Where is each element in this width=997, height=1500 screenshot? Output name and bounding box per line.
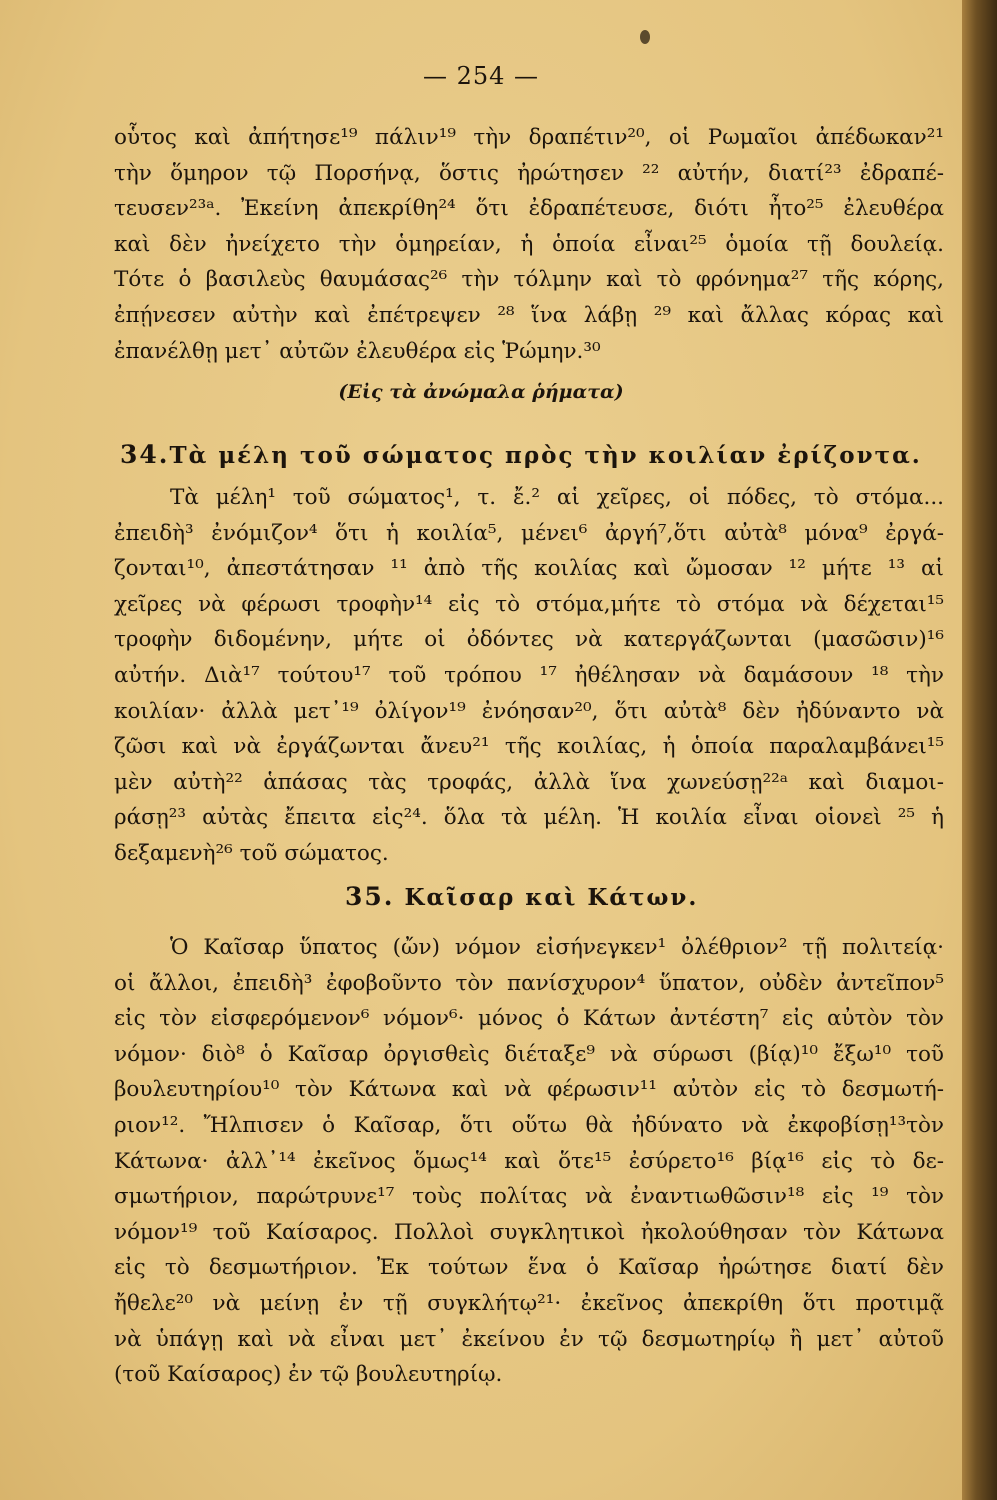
text-line: δεξαμενὴ²⁶ τοῦ σώματος. (114, 840, 389, 866)
ink-spot (640, 30, 650, 44)
section-35-heading (345, 882, 698, 911)
text-line: νόμον¹⁹ τοῦ Καίσαρος. Πολλοὶ συγκλητικοὶ ἠκολούθησαν τὸν Κάτωνα (114, 1219, 944, 1245)
text-line: Τὰ μέλη¹ τοῦ σώματος¹, τ. ἔ.² αἱ χεῖρες, οἱ πόδες, τὸ στόμα... (170, 485, 944, 510)
text-line: (τοῦ Καίσαρος) ἐν τῷ βουλευτηρίῳ. (114, 1362, 503, 1388)
section-34-number: 34. (120, 440, 170, 469)
text-line: ζονται¹⁰, ἀπεστάτησαν ¹¹ ἀπὸ τῆς κοιλίας καὶ ὤμοσαν ¹² μήτε ¹³ αἱ (114, 556, 944, 582)
text-line: Τότε ὁ βασιλεὺς θαυμάσας²⁶ τὴν τόλμην καὶ τὸ φρόνημα²⁷ τῆς κόρης, (114, 267, 944, 293)
text-line: οἱ ἄλλοι, ἐπειδὴ³ ἐφοβοῦντο τὸν πανίσχυρον⁴ ὕπατον, οὐδὲν ἀντεῖπον⁵ (114, 970, 944, 996)
text-line: ζῶσι καὶ νὰ ἐργάζωνται ἄνευ²¹ τῆς κοιλίας, ἡ ὁποία παραλαμβάνει¹⁵ (114, 734, 944, 760)
text-line: ριον¹². Ἤλπισεν ὁ Καῖσαρ, ὅτι οὕτω θὰ ἠδύνατο νὰ ἐκφοβίσῃ¹³τὸν (114, 1112, 944, 1138)
text-line: οὗτος καὶ ἀπήτησε¹⁹ πάλιν¹⁹ τὴν δραπέτιν²⁰, οἱ Ρωμαῖοι ἀπέδωκαν²¹ (114, 125, 944, 150)
section-35-title: Καῖσαρ καὶ Κάτων. (404, 884, 699, 911)
section-35-number: 35. (345, 882, 395, 911)
section-34-title: Τὰ μέλη τοῦ σώματος πρὸς τὴν κοιλίαν ἐρίζοντα. (169, 442, 922, 469)
paragraph-1 (114, 120, 944, 369)
grammar-note: (Εἰς τὰ ἀνώμαλα ῥήματα) (338, 381, 624, 403)
page-number: — 254 — (422, 62, 540, 90)
text-line: βουλευτηρίου¹⁰ τὸν Κάτωνα καὶ νὰ φέρωσιν¹¹ αὐτὸν εἰς τὸ δεσμωτή- (114, 1077, 944, 1103)
text-line: τευσεν²³ᵃ. Ἐκείνη ἀπεκρίθη²⁴ ὅτι ἐδραπέτευσε, διότι ἦτο²⁵ ἐλευθέρα (114, 196, 944, 222)
text-line: χεῖρες νὰ φέρωσι τροφὴν¹⁴ εἰς τὸ στόμα,μήτε τὸ στόμα νὰ δέχεται¹⁵ (114, 591, 944, 617)
text-line: κοιλίαν· ἀλλὰ μετ᾽¹⁹ ὀλίγον¹⁹ ἐνόησαν²⁰, ὅτι αὐτὰ⁸ δὲν ἠδύναντο νὰ (114, 698, 944, 724)
text-line: νόμον· διὸ⁸ ὁ Καῖσαρ ὀργισθεὶς διέταξε⁹ νὰ σύρωσι (βίᾳ)¹⁰ ἔξω¹⁰ τοῦ (114, 1041, 944, 1067)
text-line: ἐπειδὴ³ ἐνόμιζον⁴ ὅτι ἡ κοιλία⁵, μένει⁶ ἀργή⁷,ὅτι αὐτὰ⁸ μόνα⁹ ἐργά- (114, 520, 944, 546)
section-35-body (114, 930, 944, 1393)
text-line: ἐπανέλθῃ μετ᾽ αὐτῶν ἐλευθέρα εἰς Ῥώμην.³⁰ (114, 338, 601, 364)
text-line: καὶ δὲν ἠνείχετο τὴν ὁμηρείαν, ἡ ὁποία εἶναι²⁵ ὁμοία τῇ δουλείᾳ. (114, 231, 944, 257)
text-line: Κάτωνα· ἀλλ᾽¹⁴ ἐκεῖνος ὅμως¹⁴ καὶ ὅτε¹⁵ ἐσύρετο¹⁶ βίᾳ¹⁶ εἰς τὸ δε- (114, 1148, 944, 1174)
text-line: ράσῃ²³ αὐτὰς ἔπειτα εἰς²⁴. ὅλα τὰ μέλη. Ἡ κοιλία εἶναι οἱονεὶ ²⁵ ἡ (114, 805, 944, 831)
text-line: εἰς τὸν εἰσφερόμενον⁶ νόμον⁶· μόνος ὁ Κάτων ἀντέστη⁷ εἰς αὐτὸν τὸν (114, 1006, 944, 1032)
text-line: τὴν ὅμηρον τῷ Πορσήνᾳ, ὅστις ἠρώτησεν ²² αὐτήν, διατί²³ ἐδραπέ- (114, 160, 944, 186)
text-line: ἤθελε²⁰ νὰ μείνῃ ἐν τῇ συγκλήτῳ²¹· ἐκεῖνος ἀπεκρίθη ὅτι προτιμᾷ (114, 1290, 944, 1316)
text-line: σμωτήριον, παρώτρυνε¹⁷ τοὺς πολίτας νὰ ἐναντιωθῶσιν¹⁸ εἰς ¹⁹ τὸν (114, 1184, 944, 1210)
text-line: εἰς τὸ δεσμωτήριον. Ἐκ τούτων ἕνα ὁ Καῖσαρ ἠρώτησε διατί δὲν (114, 1255, 944, 1281)
text-line: νὰ ὑπάγῃ καὶ νὰ εἶναι μετ᾽ ἐκείνου ἐν τῷ δεσμωτηρίῳ ἢ μετ᾽ αὐτοῦ (114, 1326, 944, 1352)
book-edge-shadow (962, 0, 997, 1500)
text-line: μὲν αὐτὴ²² ἁπάσας τὰς τροφάς, ἀλλὰ ἵνα χωνεύσῃ²²ᵃ καὶ διαμοι- (114, 769, 944, 795)
text-line: αὐτήν. Διὰ¹⁷ τούτου¹⁷ τοῦ τρόπου ¹⁷ ἠθέλησαν νὰ δαμάσουν ¹⁸ τὴν (114, 662, 944, 688)
text-line: τροφὴν διδομένην, μήτε οἱ ὀδόντες νὰ κατεργάζωνται (μασῶσιν)¹⁶ (114, 627, 944, 653)
section-34-body (114, 480, 944, 872)
section-34-heading (120, 440, 922, 469)
text-line: Ὁ Καῖσαρ ὕπατος (ὤν) νόμον εἰσήνεγκεν¹ ὀλέθριον² τῇ πολιτείᾳ· (170, 935, 944, 960)
text-line: ἐπῄνεσεν αὐτὴν καὶ ἐπέτρεψεν ²⁸ ἵνα λάβῃ ²⁹ καὶ ἄλλας κόρας καὶ (114, 302, 944, 328)
